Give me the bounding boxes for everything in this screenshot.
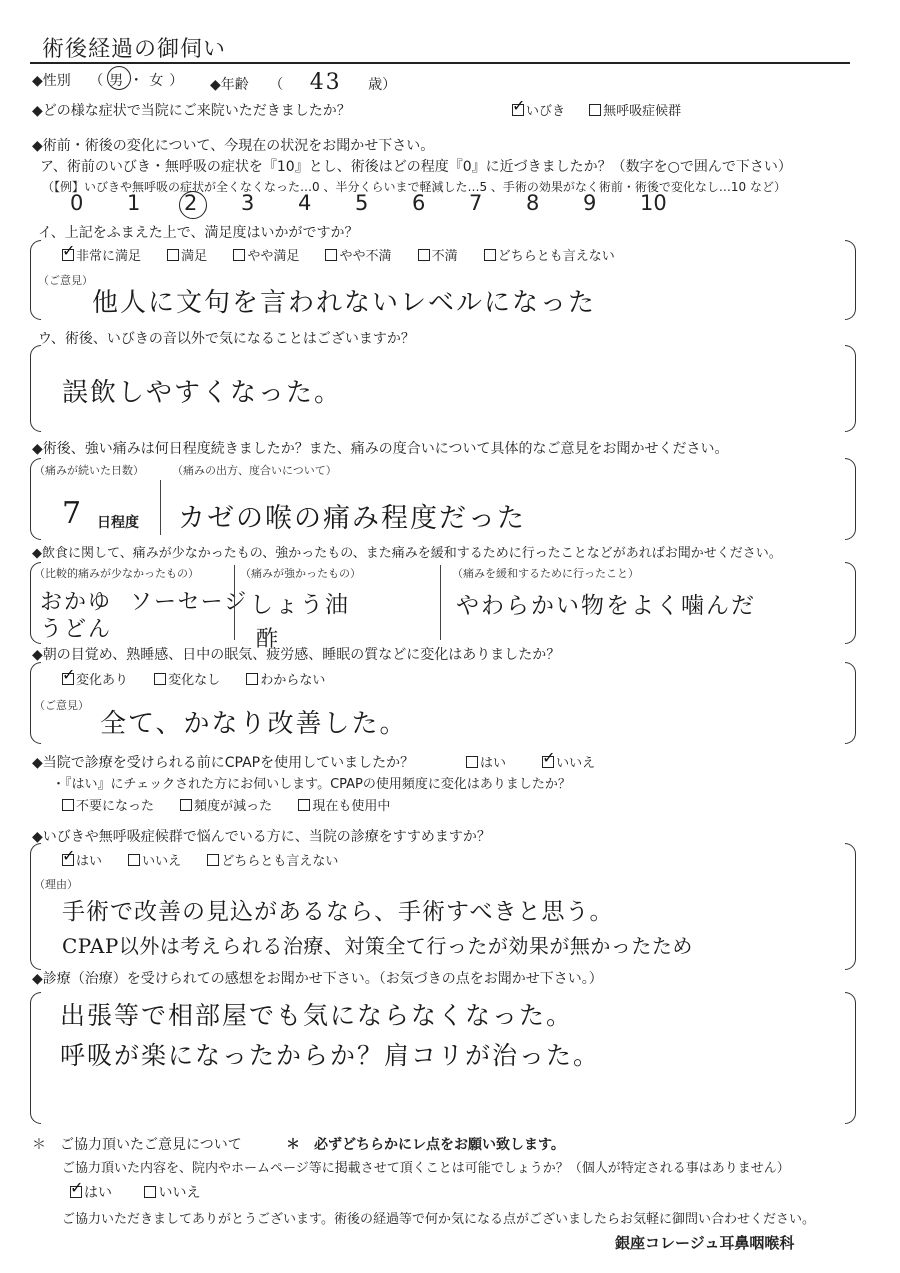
- q2-header: ◆術前・術後の変化について、今現在の状況をお聞かせ下さい。: [32, 138, 435, 154]
- q1-option-apnea[interactable]: 無呼吸症候群: [589, 104, 681, 119]
- scale-1[interactable]: 1: [127, 191, 141, 215]
- q1-options: [512, 100, 681, 119]
- satisfaction-somewhat-unsatisfied[interactable]: やや不満: [325, 249, 391, 264]
- food-strong-value[interactable]: しょう油: [250, 592, 350, 618]
- scale-0[interactable]: 0: [70, 191, 84, 215]
- checkbox-icon: [246, 673, 258, 685]
- bracket-left: [30, 992, 41, 1124]
- divider: [440, 565, 441, 640]
- pain-detail-label: （痛みの出方、度合いについて）: [172, 464, 337, 477]
- cpap-followup-unneeded[interactable]: 不要になった: [62, 799, 154, 814]
- checkbox-icon: [484, 249, 496, 261]
- recommend-options: [62, 850, 360, 869]
- pain-detail-value[interactable]: カゼの喉の痛み程度だった: [178, 503, 526, 534]
- checkbox-icon: [233, 249, 245, 261]
- age-open: （: [269, 77, 284, 93]
- recommend-question: ◆いびきや無呼吸症候群で悩んでいる方に、当院の診療をすすめますか？: [32, 829, 491, 845]
- food-less-value-2[interactable]: ソーセージ: [130, 590, 249, 615]
- food-question: ◆飲食に関して、痛みが少なかったもの、強かったもの、また痛みを緩和するために行ったことなどがあればお聞かせください。: [32, 546, 782, 561]
- checkbox-icon: [144, 1186, 156, 1198]
- q2-u-answer[interactable]: 誤飲しやすくなった。: [62, 378, 343, 408]
- checkbox-icon: [62, 854, 74, 866]
- satisfaction-unsatisfied[interactable]: 不満: [418, 249, 458, 264]
- checkbox-icon: [325, 249, 337, 261]
- clinic-name: 銀座コレージュ耳鼻咽喉科: [615, 1234, 795, 1252]
- sleep-option-unchanged[interactable]: 変化なし: [154, 673, 220, 688]
- recommend-reason-label: （理由）: [34, 878, 78, 891]
- checkbox-icon: [207, 854, 219, 866]
- recommend-reason-line1[interactable]: 手術で改善の見込があるなら、手術すべきと思う。: [62, 899, 614, 925]
- checkbox-icon: [70, 1186, 82, 1198]
- scale-9[interactable]: 9: [583, 191, 597, 215]
- q1-question: ◆どの様な症状で当院にご来院いただきましたか？: [32, 103, 351, 119]
- sleep-opinion-label: （ご意見）: [34, 699, 89, 712]
- cpap-followup-options: [62, 795, 412, 814]
- cpap-question: ◆当院で診療を受けられる前にCPAPを使用していましたか？: [32, 755, 415, 771]
- scale-row: [70, 191, 697, 215]
- sleep-option-unknown[interactable]: わからない: [246, 673, 325, 688]
- gender-label: ◆性別: [32, 73, 71, 89]
- checkbox-icon: [62, 799, 74, 811]
- cpap-followup-reduced[interactable]: 頻度が減った: [180, 799, 272, 814]
- checkbox-icon: [167, 249, 179, 261]
- gender-options[interactable]: （男・女）: [89, 73, 190, 89]
- satisfaction-somewhat[interactable]: やや満足: [233, 249, 299, 264]
- divider: [160, 480, 161, 535]
- consent-option-no[interactable]: いいえ: [144, 1185, 200, 1201]
- bracket-right: [845, 345, 856, 432]
- pain-days-label: （痛みが続いた日数）: [34, 464, 144, 477]
- sleep-question: ◆朝の目覚め、熟睡感、日中の眠気、疲労感、睡眠の質などに変化はありましたか？: [32, 647, 561, 663]
- q2-i-opinion[interactable]: 他人に文句を言われないレベルになった: [92, 288, 597, 318]
- q2-a-question: ア、術前のいびき・無呼吸の症状を『10』とし、術後はどの程度『0』に近づきましたか？（数字を○で囲んで下さい）: [40, 159, 792, 175]
- scale-4[interactable]: 4: [298, 191, 312, 215]
- age-row: [210, 70, 396, 95]
- consent-options: [70, 1182, 200, 1202]
- pain-days-unit: 日程度: [97, 515, 139, 531]
- page-title: 術後経過の御伺い: [42, 37, 227, 62]
- bracket-right: [845, 992, 856, 1124]
- age-unit: 歳）: [368, 77, 397, 93]
- bracket-right: [845, 240, 856, 320]
- impression-line2[interactable]: 呼吸が楽になったからか？肩コリが治った。: [60, 1041, 601, 1070]
- q2-u-question: ウ、術後、いびきの音以外で気になることはございますか？: [38, 331, 415, 347]
- scale-8[interactable]: 8: [526, 191, 540, 215]
- scale-7[interactable]: 7: [469, 191, 483, 215]
- q2-i-question: イ、上記をふまえた上で、満足度はいかがですか？: [38, 225, 359, 241]
- age-value[interactable]: 43: [309, 70, 342, 95]
- divider: [234, 565, 235, 640]
- scale-10[interactable]: 10: [640, 191, 667, 215]
- food-strong-value-extra[interactable]: 酢: [256, 627, 281, 652]
- sleep-opinion[interactable]: 全て、かなり改善した。: [100, 709, 408, 739]
- scale-2[interactable]: 2: [184, 191, 198, 215]
- scale-6[interactable]: 6: [412, 191, 426, 215]
- bracket-left: [30, 345, 41, 432]
- bracket-right: [845, 562, 856, 644]
- food-relief-label: （痛みを緩和するために行ったこと）: [452, 567, 639, 580]
- scale-selected-circle: [179, 191, 207, 219]
- food-relief-value[interactable]: やわらかい物をよく噛んだ: [456, 593, 756, 619]
- food-less-value-3[interactable]: うどん: [40, 617, 113, 642]
- recommend-option-no[interactable]: いいえ: [128, 854, 181, 869]
- age-label: ◆年齢: [210, 77, 249, 93]
- q1-option-snoring[interactable]: ✓ いびき: [512, 104, 565, 119]
- bracket-right: [845, 662, 856, 744]
- satisfaction-satisfied[interactable]: 満足: [167, 249, 207, 264]
- checkbox-icon: [298, 799, 310, 811]
- checkbox-icon: [128, 854, 140, 866]
- cpap-option-yes[interactable]: はい: [466, 756, 506, 771]
- sleep-option-changed[interactable]: ✓変化あり: [62, 673, 128, 688]
- checkbox-icon: [62, 673, 74, 685]
- recommend-reason-line2[interactable]: CPAP以外は考えられる治療、対策全て行ったが効果が無かったため: [62, 934, 693, 958]
- checkbox-icon: [512, 104, 524, 116]
- sleep-options: [62, 669, 347, 688]
- recommend-option-yes[interactable]: ✓はい: [62, 854, 102, 869]
- thanks-text: ご協力いただきましてありがとうございます。術後の経過等で何か気になる点がございましたらお気軽に御問い合わせください。: [62, 1212, 815, 1227]
- title-underline: [30, 62, 850, 64]
- food-less-value-1[interactable]: おかゆ: [40, 590, 113, 615]
- q2-a-example: （【例】いびきや無呼吸の症状が全くなくなった…0 、半分くらいまで軽減した…5 、手術の効果がなく術前・術後で変化なし…10 など）: [42, 180, 786, 194]
- gender-selected-circle: [107, 66, 131, 90]
- recommend-option-neither[interactable]: どちらとも言えない: [207, 854, 338, 869]
- pain-days-value[interactable]: 7: [62, 496, 84, 531]
- impression-line1[interactable]: 出張等で相部屋でも気にならなくなった。: [60, 1001, 574, 1030]
- impression-question: ◆診療（治療）を受けられての感想をお聞かせ下さい。（お気づきの点をお聞かせ下さい。）: [32, 971, 603, 987]
- food-less-label: （比較的痛みが少なかったもの）: [34, 567, 199, 580]
- footer-note-right: ＊ 必ずどちらかにレ点をお願い致します。: [286, 1137, 565, 1153]
- q2-i-options: [62, 245, 637, 264]
- cpap-followup-still-using[interactable]: 現在も使用中: [298, 799, 390, 814]
- food-strong-label: （痛みが強かったもの）: [240, 567, 361, 580]
- cpap-option-no[interactable]: ✓ いいえ: [542, 756, 595, 771]
- checkbox-icon: [180, 799, 192, 811]
- consent-option-yes[interactable]: ✓はい: [70, 1185, 112, 1201]
- q2-i-opinion-label: （ご意見）: [38, 274, 93, 287]
- cpap-followup: ・『はい』にチェックされた方にお伺いします。CPAPの使用頻度に変化はありましたか？: [52, 777, 571, 792]
- scale-3[interactable]: 3: [241, 191, 255, 215]
- cpap-options: [466, 752, 595, 771]
- pain-question: ◆術後、強い痛みは何日程度続きましたか？また、痛みの度合いについて具体的なご意見をお聞かせください。: [32, 441, 729, 457]
- checkbox-icon: [418, 249, 430, 261]
- checkbox-icon: [542, 756, 554, 768]
- satisfaction-neither[interactable]: どちらとも言えない: [484, 249, 615, 264]
- bracket-right: [845, 843, 856, 970]
- bracket-right: [845, 458, 856, 540]
- satisfaction-very[interactable]: ✓非常に満足: [62, 249, 141, 264]
- bracket-left: [30, 843, 41, 970]
- checkbox-icon: [589, 104, 601, 116]
- checkbox-icon: [154, 673, 166, 685]
- scale-5[interactable]: 5: [355, 191, 369, 215]
- checkbox-icon: [466, 756, 478, 768]
- footer-note-left: ＊ ご協力頂いたご意見について: [32, 1137, 242, 1153]
- consent-question: ご協力頂いた内容を、院内やホームページ等に掲載させて頂くことは可能でしょうか？（個人が特定される事はありません）: [62, 1161, 790, 1176]
- checkbox-icon: [62, 249, 74, 261]
